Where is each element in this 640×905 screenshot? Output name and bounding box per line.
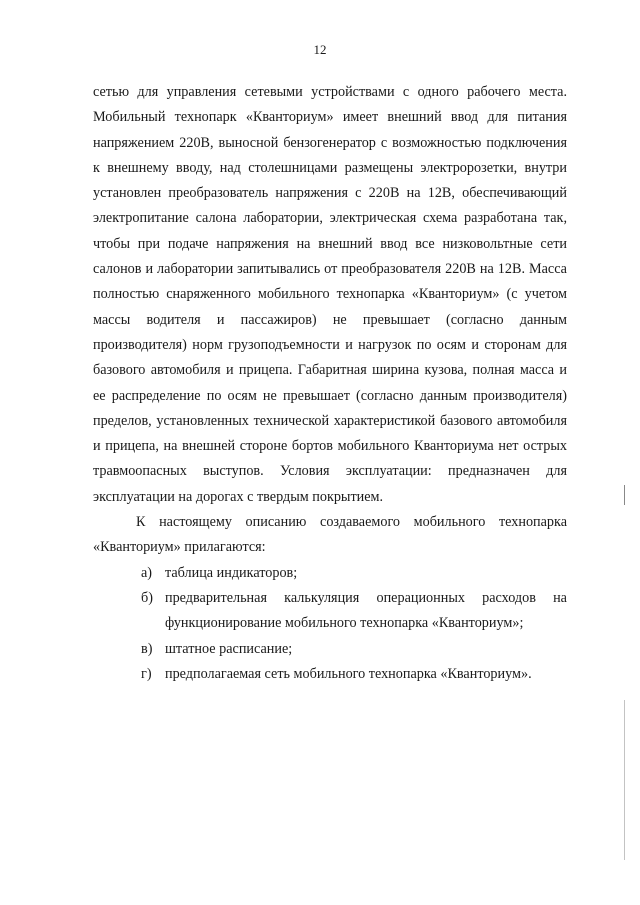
list-item [93, 637, 567, 662]
list-item [93, 561, 567, 586]
list-item-text: штатное расписание; [165, 640, 293, 657]
scan-edge-line [624, 485, 625, 505]
list-item-marker: в) [141, 640, 153, 657]
list-item-marker: а) [141, 564, 153, 581]
list-item-text: таблица индикаторов; [165, 564, 298, 581]
document-body [93, 80, 567, 687]
paragraph-continuation: сетью для управления сетевыми устройствами с одного рабочего места. Мобильный технопарк «Кванториум» имеет внешний ввод для питания напряжением 220В, выносной бензогенератор с возможностью подключения к внешнему вводу, над столешницами размещены электророзетки, внутри установлен преобразователь напряжения с 220В на 12В, обеспечивающий электропитание салона лаборатории, электрическая схема разработана так, чтобы при подаче напряжения на внешний ввод все низковольтные сети салонов и лаборатории запитывались от преобразователя 220В на 12В. Масса полностью снаряженного мобильного технопарка «Кванториум» (с учетом массы водителя и пассажиров) не превышает (согласно данным производителя) норм грузоподъемности и нагрузок по осям и сторонам для базового автомобиля и прицепа. Габаритная ширина кузова, полная масса и ее распределение по осям не превышает (согласно данным производителя) пределов, установленных технической характеристикой базового автомобиля и прицепа, на внешней стороне бортов мобильного Кванториума нет острых травмоопасных выступов. Условия эксплуатации: предназначен для эксплуатации на дорогах с твердым покрытием. [93, 84, 567, 505]
attachments-list [93, 561, 567, 687]
scan-edge-line [624, 700, 625, 860]
list-item [93, 662, 567, 687]
list-item-text: предполагаемая сеть мобильного технопарка «Кванториум». [165, 665, 532, 682]
list-item [93, 586, 567, 637]
list-item-text: предварительная калькуляция операционных расходов на функционирование мобильного технопарка «Кванториум»; [165, 589, 567, 632]
list-item-marker: б) [141, 589, 153, 606]
list-item-marker: г) [141, 665, 152, 682]
paragraph-attachments-intro: К настоящему описанию создаваемого мобильного технопарка «Кванториум» прилагаются: [93, 514, 567, 556]
page-number: 12 [313, 42, 327, 57]
